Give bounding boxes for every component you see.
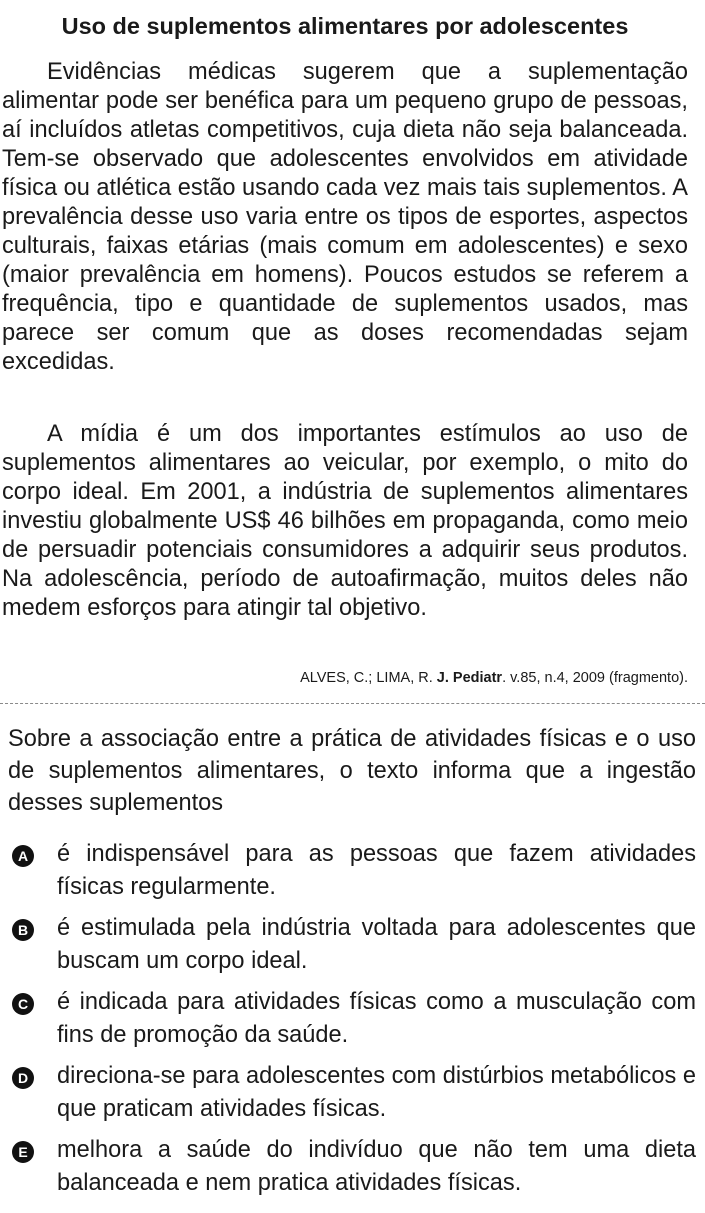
option-text: é indispensável para as pessoas que fazem atividades físicas regularmente. xyxy=(57,841,696,900)
option-text: direciona-se para adolescentes com distúrbios metabólicos e que praticam atividades físicas. xyxy=(57,1063,696,1122)
question-stem: Sobre a associação entre a prática de atividades físicas e o uso de suplementos alimentares, o texto informa que a ingestão desses suplementos xyxy=(8,726,696,816)
passage-title: Uso de suplementos alimentares por adolescentes xyxy=(61,13,629,39)
citation-authors: ALVES, C.; LIMA, R. xyxy=(300,670,433,686)
source-citation xyxy=(2,668,688,688)
option-text: é estimulada pela indústria voltada para adolescentes que buscam um corpo ideal. xyxy=(57,915,696,974)
answer-option-d[interactable] xyxy=(0,1060,705,1134)
answer-option-a[interactable] xyxy=(0,838,705,912)
option-letter-badge: D xyxy=(12,1067,34,1089)
option-letter-badge: A xyxy=(12,845,34,867)
citation-details: . v.85, n.4, 2009 (fragmento). xyxy=(502,670,688,686)
citation-journal: J. Pediatr xyxy=(436,670,503,686)
option-text: é indicada para atividades físicas como a musculação com fins de promoção da saúde. xyxy=(57,989,696,1048)
option-letter-badge: C xyxy=(12,993,34,1015)
section-divider xyxy=(0,703,705,704)
answer-option-e[interactable] xyxy=(0,1134,705,1208)
option-letter-badge: B xyxy=(12,919,34,941)
answer-option-c[interactable] xyxy=(0,986,705,1060)
passage-paragraph: Evidências médicas sugerem que a suplementação alimentar pode ser benéfica para um pequeno grupo de pessoas, aí incluídos atletas competitivos, cuja dieta não seja balanceada. Tem-se observado que adolescentes envolvidos em atividade física ou atlética estão usando cada vez mais tais suplementos. A prevalência desse uso varia entre os tipos de esportes, aspectos culturais, faixas etárias (mais comum em adolescentes) e sexo (maior prevalência em homens). Poucos estudos se referem a frequência, tipo e quantidade de suplementos usados, mas parece ser comum que as doses recomendadas sejam excedidas. xyxy=(2,59,688,375)
answer-options xyxy=(0,838,705,1208)
option-text: melhora a saúde do indivíduo que não tem uma dieta balanceada e nem pratica atividades físicas. xyxy=(57,1137,696,1196)
option-letter-badge: E xyxy=(12,1141,34,1163)
passage-paragraph: A mídia é um dos importantes estímulos ao uso de suplementos alimentares ao veicular, por exemplo, o mito do corpo ideal. Em 2001, a indústria de suplementos alimentares investiu globalmente US$ 46 bilhões em propaganda, como meio de persuadir potenciais consumidores a adquirir seus produtos. Na adolescência, período de autoafirmação, muitos deles não medem esforços para atingir tal objetivo. xyxy=(2,421,688,621)
answer-option-b[interactable] xyxy=(0,912,705,986)
